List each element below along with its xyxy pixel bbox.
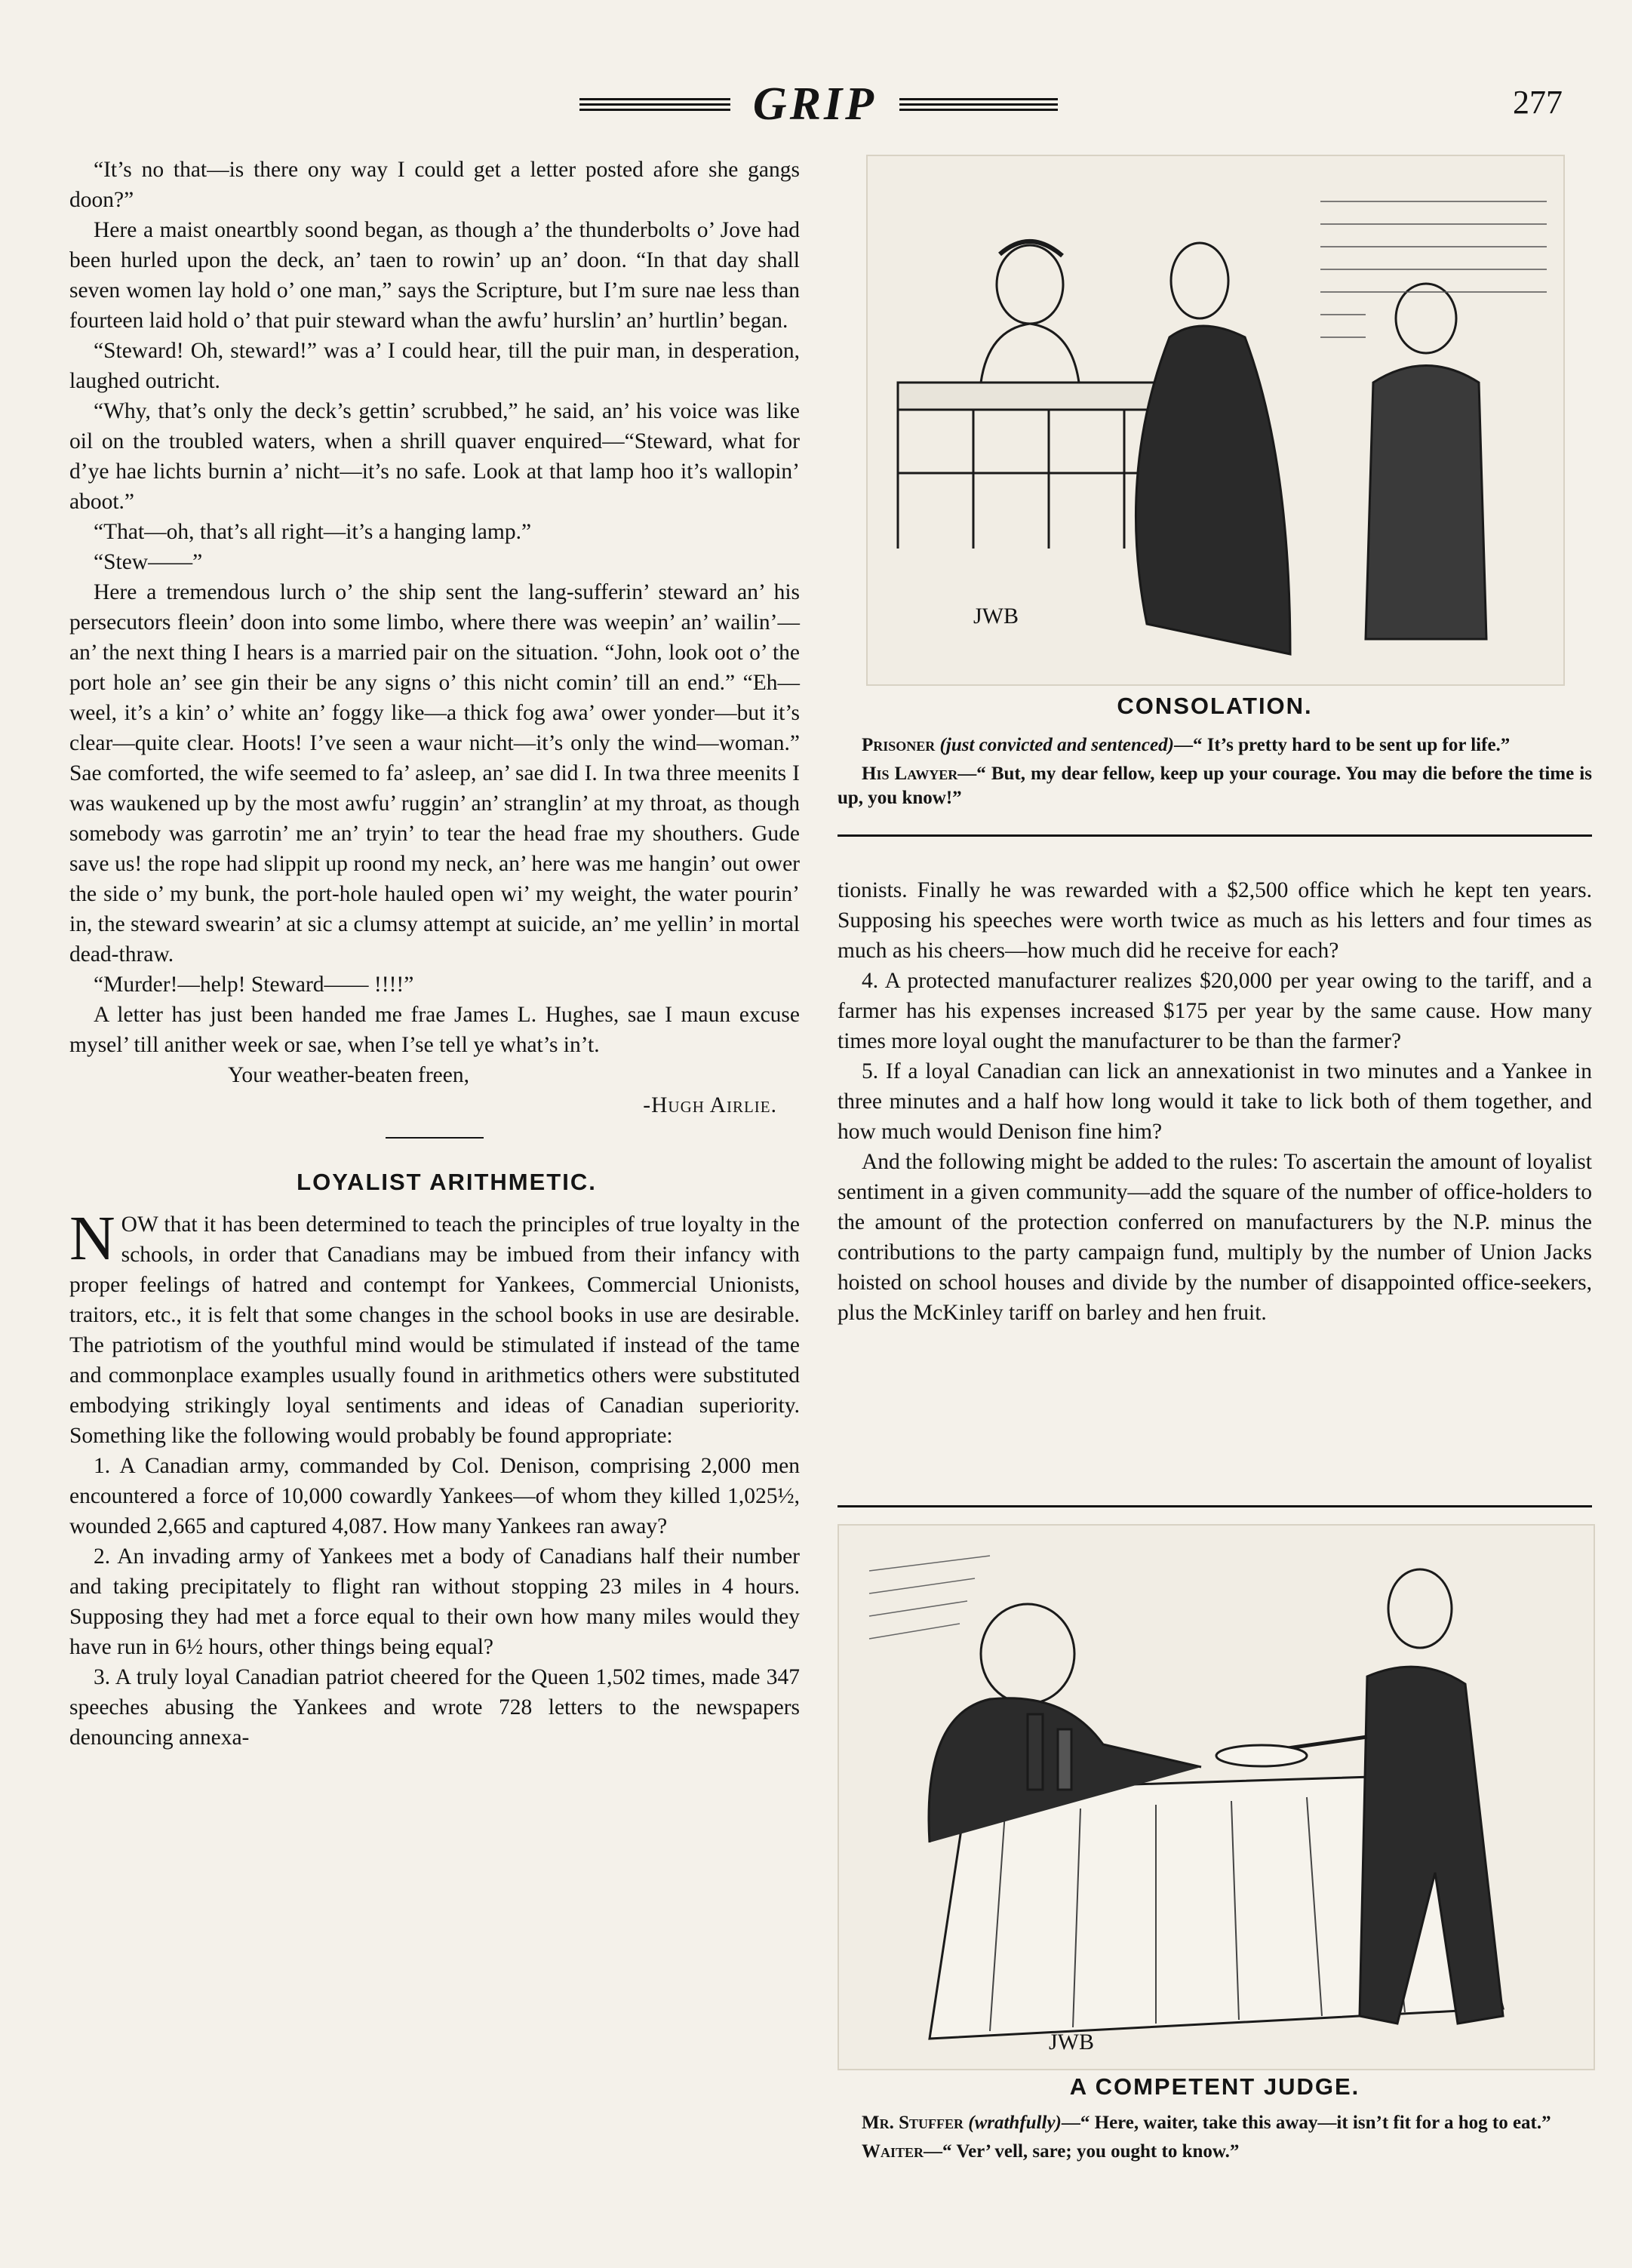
dropcap-letter: N [69,1203,115,1274]
page-header [0,74,1632,134]
section-title: LOYALIST ARITHMETIC. [297,1169,597,1195]
right-column-text [838,875,1592,1328]
caption-line: His Lawyer—“ But, my dear fellow, keep up your courage. You may die before the time is up, you know!” [838,764,1592,808]
artist-signature: JWB [973,604,1019,628]
letter-paragraph: Here a tremendous lurch o’ the ship sent the lang-sufferin’ steward an’ his persecutors fleein’ doon into some limbo, where there was weepin’ an’ wailin’—an’ the next thing I hears is a married pair on the situation. “John, look oot o’ the port hole an’ see gin their be any signs o’ this nicht comin’ till an end.” “Eh—weel, it’s a kin’ o’ white an’ foggy like—a thick fog awa’ ower yonder—but it’s clear—quite clear. Hoots! I’ve seen a waur nicht—it’s only the wind—woman.” Sae comforted, the wife seemed to fa’ asleep, an’ sae did I. In twa three meenits I was waukened up by the most awfu’ ruggin’ an’ stranglin’ at my throat, as though somebody was garrotin’ me an’ tryin’ to tear the head frae my shouthers. Gude save us! the rope had slippit up roond my neck, an’ here was me hangin’ out ower the side o’ my bunk, the port-hole hauled open wi’ my weight, the water pourin’ in, the steward swearin’ at sic a clumsy attempt at suicide, an’ me yellin’ in mortal dead-thraw. [69,580,800,967]
column-rule [838,1505,1592,1507]
letter-paragraph: Here a maist oneartbly soond began, as though a’ the thunderbolts o’ Jove had been hurled upon the deck, an’ taen to rowin’ up an’ doon. “In that day shall seven women lay hold o’ one man,” says the Scripture, but I’m sure nae less than fourteen laid hold o’ that puir steward whan the awfu’ hurslin’ an’ hurtlin’ began. [69,218,800,333]
page-number: 277 [1513,84,1563,121]
arithmetic-problem: 4. A protected manufacturer realizes $20,000 per year owing to the tariff, and a farmer has his expenses increased $175 per year by the same cause. How many times more loyal ought the manufacturer to be than the farmer? [838,969,1592,1053]
letter-paragraph: “Why, that’s only the deck’s gettin’ scrubbed,” he said, an’ his voice was like oil on the troubled waters, when a shrill quaver enquired—“Steward, what for d’ye hae lichts burnin a’ nicht—it’s no safe. Look at that lamp hoo it’s wallopin’ aboot.” [69,399,800,514]
arithmetic-problem: 3. A truly loyal Canadian patriot cheered for the Queen 1,502 times, made 347 speeches abusing the Yankees and wrote 728 letters to the newspapers denouncing annexa- [69,1665,800,1750]
letter-paragraph: “Murder!—help! Steward—— !!!!” [94,973,414,997]
arithmetic-problem: 2. An invading army of Yankees met a body of Canadians half their number and taking precipitately to flight ran without stopping 23 miles in 4 hours. Supposing they had met a force equal to their own how many miles would they have run in 6½ hours, other things being equal? [69,1544,800,1659]
caption-line: Waiter—“ Ver’ vell, sare; you ought to know.” [862,2141,1240,2162]
intro-paragraph [69,1203,800,1451]
cartoon-title: CONSOLATION. [1117,693,1313,719]
column-rule [838,834,1592,837]
section-divider [386,1137,484,1139]
cartoon-consolation-caption [838,693,1592,810]
letter-paragraph: “Stew——” [94,550,203,574]
letter-paragraph: “It’s no that—is there ony way I could get a letter posted afore she gangs doon?” [69,158,800,212]
caption-line: Mr. Stuffer (wrathfully)—“ Here, waiter, take this away—it isn’t fit for a hog to eat.” [862,2113,1551,2133]
letter-signoff: Your weather-beaten freen, [228,1063,469,1087]
arithmetic-problem: 1. A Canadian army, commanded by Col. Denison, comprising 2,000 men encountered a force of 10,000 cowardly Yankees—of whom they killed 1,025½, wounded 2,665 and captured 4,087. How many Yankees ran away? [69,1454,800,1538]
left-column [69,155,800,1753]
letter-paragraph: “That—oh, that’s all right—it’s a hanging lamp.” [94,520,532,544]
continuation-paragraph: tionists. Finally he was rewarded with a $2,500 office which he kept ten years. Supposing his speeches were worth twice as much as his letters and four times as much as his cheers—how much did he receive for each? [838,878,1592,963]
caption-line: Prisoner (just convicted and sentenced)—“ It’s pretty hard to be sent up for life.” [862,735,1511,755]
masthead: GRIP [752,78,877,130]
letter-signature: -Hugh Airlie. [643,1093,777,1117]
letter-paragraph: “Steward! Oh, steward!” was a’ I could hear, till the puir man, in desperation, laughed outricht. [69,339,800,393]
cartoon-title: A COMPETENT JUDGE. [1069,2073,1360,2100]
cartoon-competent-judge-caption [838,2073,1592,2164]
rules-paragraph: And the following might be added to the rules: To ascertain the amount of loyalist sentiment in a given community—add the square of the number of office-holders to the amount of the protection conferred on manufacturers by the N.P. minus the contributions to the party campaign fund, multiply by the number of Union Jacks hoisted on school houses and divide by the number of disappointed office-seekers, plus the McKinley tariff on barley and hen fruit. [838,1150,1592,1325]
letter-paragraph: A letter has just been handed me frae James L. Hughes, sae I maun excuse mysel’ till anither week or sae, when I’se tell ye what’s in’t. [69,1003,800,1057]
cartoon-competent-judge-illustration [838,1524,1595,2070]
intro-text: OW that it has been determined to teach the principles of true loyalty in the schools, in order that Canadians may be imbued from their infancy with proper feelings of hatred and contempt for Yankees, Commercial Unionists, traitors, etc., it is felt that some changes in the school books in use are desirable. The patriotism of the youthful mind would be stimulated if instead of the tame and commonplace examples usually found in arithmetics others were substituted embodying strikingly loyal sentiments and ideas of Canadian superiority. Something like the following would probably be found appropriate: [69,1212,800,1448]
masthead-rule-left [579,98,730,113]
masthead-rule-right [899,98,1058,113]
cartoon-consolation-illustration [866,155,1565,686]
arithmetic-problem: 5. If a loyal Canadian can lick an annexationist in two minutes and a Yankee in three minutes and a half how long would it take to lick both of them together, and how much would Denison fine him? [838,1059,1592,1144]
artist-signature: JWB [1049,2030,1094,2054]
